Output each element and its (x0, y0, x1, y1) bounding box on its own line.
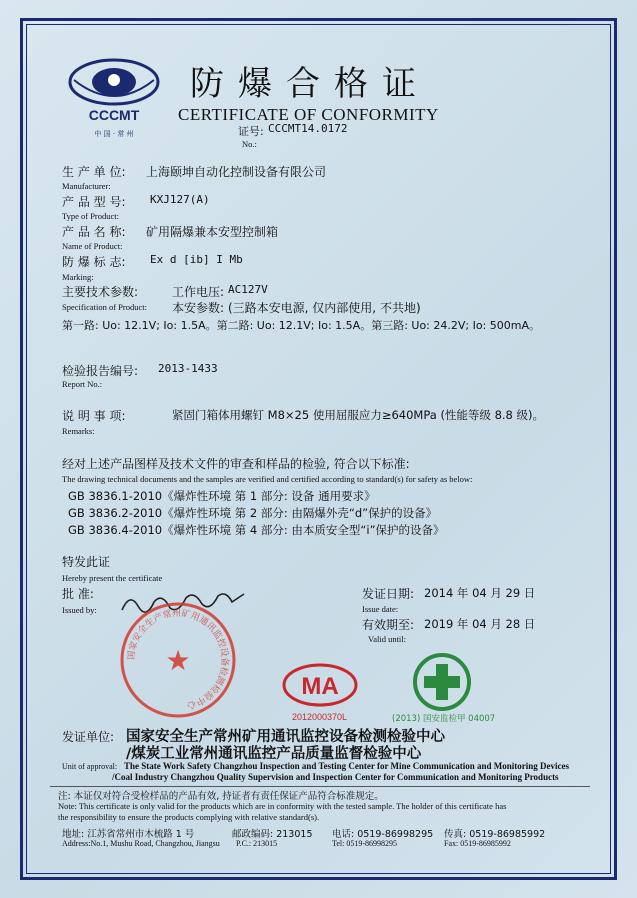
footer-address-en: Address:No.1, Mushu Road, Changzhou, Jiangsu (62, 839, 220, 848)
remarks-value: 紧固门箱体用螺钉 M8×25 使用屈服应力≥640MPa (性能等级 8.8 级)。 (172, 408, 545, 422)
issuer-zh-2: /煤炭工业常州通讯监控产品质量监督检验中心 (126, 746, 422, 762)
safety-cross-mark (412, 652, 472, 712)
valid-until-label: 有效期至: (362, 618, 415, 632)
spec-label-en: Specification of Product: (62, 302, 147, 312)
product-type-label: 产 品 型 号: (62, 195, 126, 209)
cccmt-logo (64, 50, 164, 140)
svg-text:国家安全生产常州矿用通讯监控设备检测检验中心: 国家安全生产常州矿用通讯监控设备检测检验中心 (126, 608, 230, 711)
statement-zh: 经对上述产品图样及技术文件的审查和样品的检验, 符合以下标准: (62, 457, 410, 471)
cma-number: 2012000370L (292, 712, 348, 722)
footer-postcode-zh: 邮政编码: 213015 (232, 829, 313, 840)
spec-ia-label: 本安参数: (172, 301, 225, 315)
cert-no-label: 证号: (238, 125, 264, 138)
issuer-label: 发证单位: (62, 730, 115, 744)
issue-date-label: 发证日期: (362, 587, 415, 601)
report-label: 检验报告编号: (62, 364, 139, 378)
issue-date-label-en: Issue date: (362, 604, 399, 614)
issue-date-value: 2014 年 04 月 29 日 (424, 586, 536, 600)
issuer-en-1: The State Work Safety Changzhou Inspection and Testing Center for Mine Communication and Monitoring Devices (124, 761, 570, 771)
hereby-zh: 特发此证 (62, 555, 111, 569)
marking-value: Ex d [ib] I Mb (150, 253, 243, 266)
report-label-en: Report No.: (62, 379, 103, 389)
cert-no-label-en: No.: (242, 139, 257, 149)
spec-voltage-label: 工作电压: (172, 285, 225, 299)
official-stamp (118, 600, 238, 720)
valid-until-value: 2019 年 04 月 28 日 (424, 617, 536, 631)
manufacturer-label: 生 产 单 位: (62, 165, 126, 179)
spec-ia-value: (三路本安电源, 仅内部使用, 不共地) (228, 301, 421, 315)
issuer-en-2: /Coal Industry Changzhou Quality Supervision and Inspection Center for Communication and Monitoring Products (112, 772, 559, 782)
cma-mark (280, 660, 360, 710)
hereby-en: Hereby present the certificate (62, 573, 163, 583)
product-name-label-en: Name of Product: (62, 241, 123, 251)
divider (50, 786, 590, 787)
approve-label-en: Issued by: (62, 605, 97, 615)
svg-text:MA: MA (301, 673, 339, 700)
standard-2: GB 3836.2-2010《爆炸性环境 第 2 部分: 由隔爆外壳“d”保护的设备》 (68, 506, 438, 520)
spec-channels: 第一路: Uo: 12.1V; Io: 1.5A。第二路: Uo: 12.1V; Io: 1.5A。第三路: Uo: 24.2V; Io: 500mA。 (62, 319, 541, 332)
standard-3: GB 3836.4-2010《爆炸性环境 第 4 部分: 由本质安全型“i”保护的设备》 (68, 523, 445, 537)
safety-mark-text: (2013) 国安监检甲 04007 (392, 714, 496, 724)
title-zh: 防爆合格证 (190, 64, 430, 104)
product-name-label: 产 品 名 称: (62, 225, 126, 239)
footer-address-zh: 地址: 江苏省常州市木梳路 1 号 (62, 829, 195, 840)
note-en-1: Note: This certificate is only valid for the products which are in conformity with the tested sample. The holder of this certificate has (58, 801, 507, 811)
footer-fax-zh: 传真: 0519-86985992 (444, 829, 546, 840)
product-name-value: 矿用隔爆兼本安型控制箱 (146, 225, 279, 239)
marking-label: 防 爆 标 志: (62, 255, 126, 269)
spec-label: 主要技术参数: (62, 285, 139, 299)
product-type-value: KXJ127(A) (150, 193, 210, 206)
footer-tel-zh: 电话: 0519-86998295 (332, 829, 434, 840)
title-en: CERTIFICATE OF CONFORMITY (178, 105, 439, 124)
report-value: 2013-1433 (158, 362, 218, 375)
footer-postcode-en: P.C.: 213015 (236, 839, 278, 848)
standard-1: GB 3836.1-2010《爆炸性环境 第 1 部分: 设备 通用要求》 (68, 489, 376, 503)
statement-en: The drawing technical documents and the samples are verified and certified according to standard(s) for safety as below: (62, 474, 473, 484)
product-type-label-en: Type of Product: (62, 211, 120, 221)
manufacturer-value: 上海颐坤自动化控制设备有限公司 (146, 165, 327, 179)
note-en-2: the responsibility to ensure the products complying with relative standard(s). (58, 812, 320, 822)
marking-label-en: Marking: (62, 272, 94, 282)
footer-fax-en: Fax: 0519-86985992 (444, 839, 511, 848)
spec-voltage-value: AC127V (228, 283, 268, 296)
footer-tel-en: Tel: 0519-86998295 (332, 839, 397, 848)
remarks-label: 说 明 事 项: (62, 409, 126, 423)
manufacturer-label-en: Manufacturer: (62, 181, 111, 191)
issuer-zh-1: 国家安全生产常州矿用通讯监控设备检测检验中心 (126, 729, 445, 745)
remarks-label-en: Remarks: (62, 426, 95, 436)
note-zh: 注: 本证仅对符合受检样品的产品有效, 持证者有责任保证产品符合标准规定。 (58, 791, 384, 802)
issuer-label-en: Unit of approval: (62, 762, 118, 771)
valid-until-label-en: Valid until: (368, 634, 407, 644)
logo-subtext: 中 国 · 常 州 (94, 130, 134, 138)
logo-text: CCCMT (88, 107, 140, 123)
approve-label: 批 准: (62, 587, 94, 601)
stamp-star: ★ (165, 644, 191, 677)
cert-no-value: CCCMT14.0172 (268, 122, 348, 135)
